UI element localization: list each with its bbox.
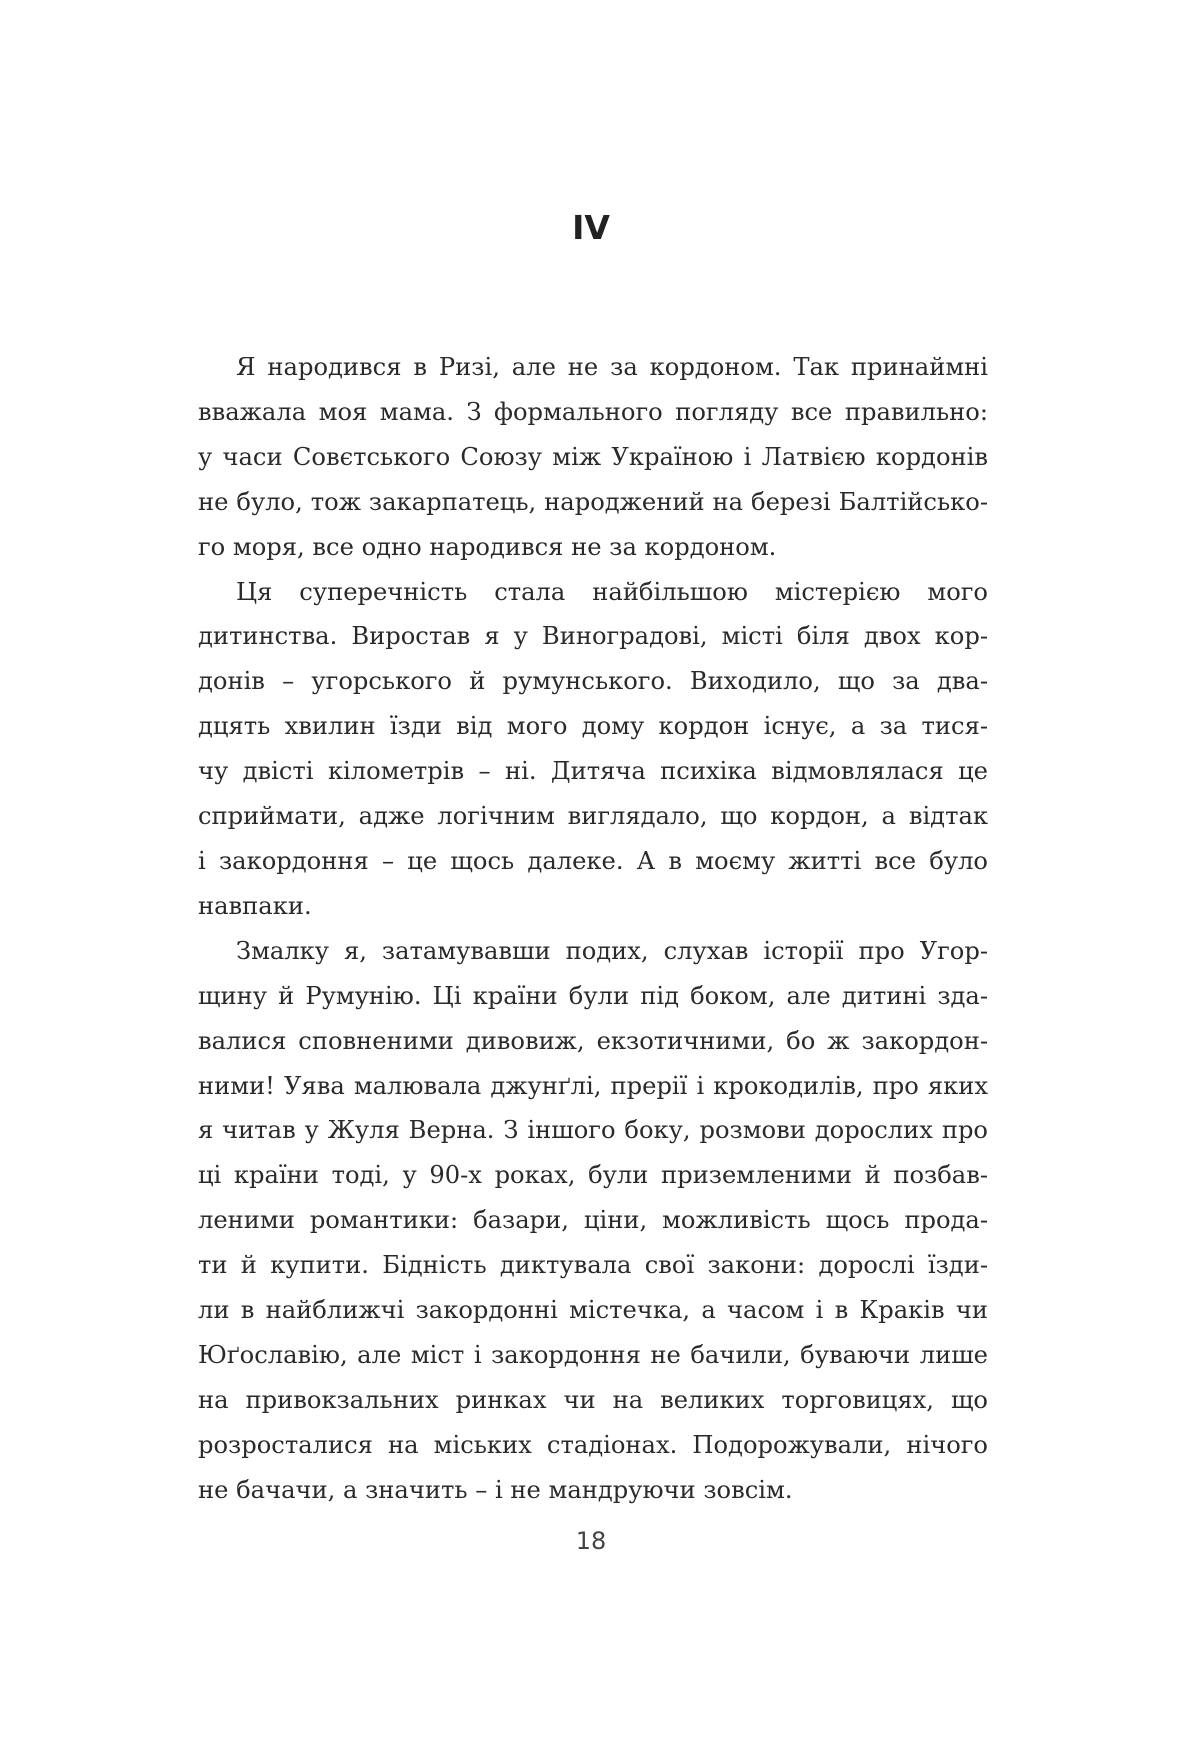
text-line: донів – угорського й румунського. Виходило, що за два-	[198, 667, 988, 696]
body-text	[198, 345, 988, 1513]
text-line: ли в найближчі закордонні містечка, а часом і в Краків чи	[198, 1296, 988, 1325]
text-line: ти й купити. Бідність диктувала свої закони: дорослі їзди-	[198, 1251, 988, 1280]
text-line: дцять хвилин їзди від мого дому кордон існує, а за тися-	[198, 712, 988, 741]
text-line: валися сповненими дивовиж, екзотичними, бо ж закордон-	[198, 1026, 988, 1055]
text-line: леними романтики: базари, ціни, можливість щось прода-	[198, 1206, 988, 1235]
text-line: Юґославію, але міст і закордоння не бачили, буваючи лише	[198, 1340, 988, 1369]
page-number: 18	[575, 1527, 607, 1555]
text-line: на привокзальних ринках чи на великих торговицях, що	[198, 1385, 988, 1414]
paragraph	[198, 929, 988, 1513]
text-line: навпаки.	[198, 891, 312, 920]
text-line: щину й Румунію. Ці країни були під боком, але дитині зда-	[198, 981, 988, 1010]
text-line: розросталися на міських стадіонах. Подорожували, нічого	[198, 1430, 988, 1459]
text-line: сприймати, адже логічним виглядало, що кордон, а відтак	[198, 802, 988, 831]
text-line: я читав у Жуля Верна. З іншого боку, розмови дорослих про	[198, 1116, 988, 1145]
text-line: і закордоння – це щось далеке. А в моєму житті все було	[198, 846, 988, 875]
text-line: ними! Уява малювала джунґлі, прерії і крокодилів, про яких	[198, 1071, 988, 1100]
text-line: вважала моя мама. З формального погляду все правильно:	[198, 397, 988, 426]
chapter-heading: IV	[572, 208, 610, 247]
text-line: ці країни тоді, у 90-х роках, були приземленими й позбав-	[198, 1161, 988, 1190]
text-line: не бачачи, а значить – і не мандруючи зовсім.	[198, 1475, 793, 1504]
text-line: Ця суперечність стала найбільшою містерією мого	[236, 577, 988, 606]
paragraph	[198, 345, 988, 570]
text-line: не було, тож закарпатець, народжений на березі Балтійсько-	[198, 487, 988, 516]
text-line: чу двісті кілометрів – ні. Дитяча психіка відмовлялася це	[198, 757, 988, 786]
text-line: Змалку я, затамувавши подих, слухав історії про Угор-	[236, 936, 988, 965]
text-line: у часи Совєтського Союзу між Україною і Латвією кордонів	[198, 442, 988, 471]
text-line: го моря, все одно народився не за кордоном.	[198, 532, 777, 561]
text-line: дитинства. Виростав я у Виноградові, місті біля двох кор-	[198, 622, 988, 651]
text-line: Я народився в Ризі, але не за кордоном. Так принаймні	[236, 353, 988, 381]
paragraph	[198, 570, 988, 929]
